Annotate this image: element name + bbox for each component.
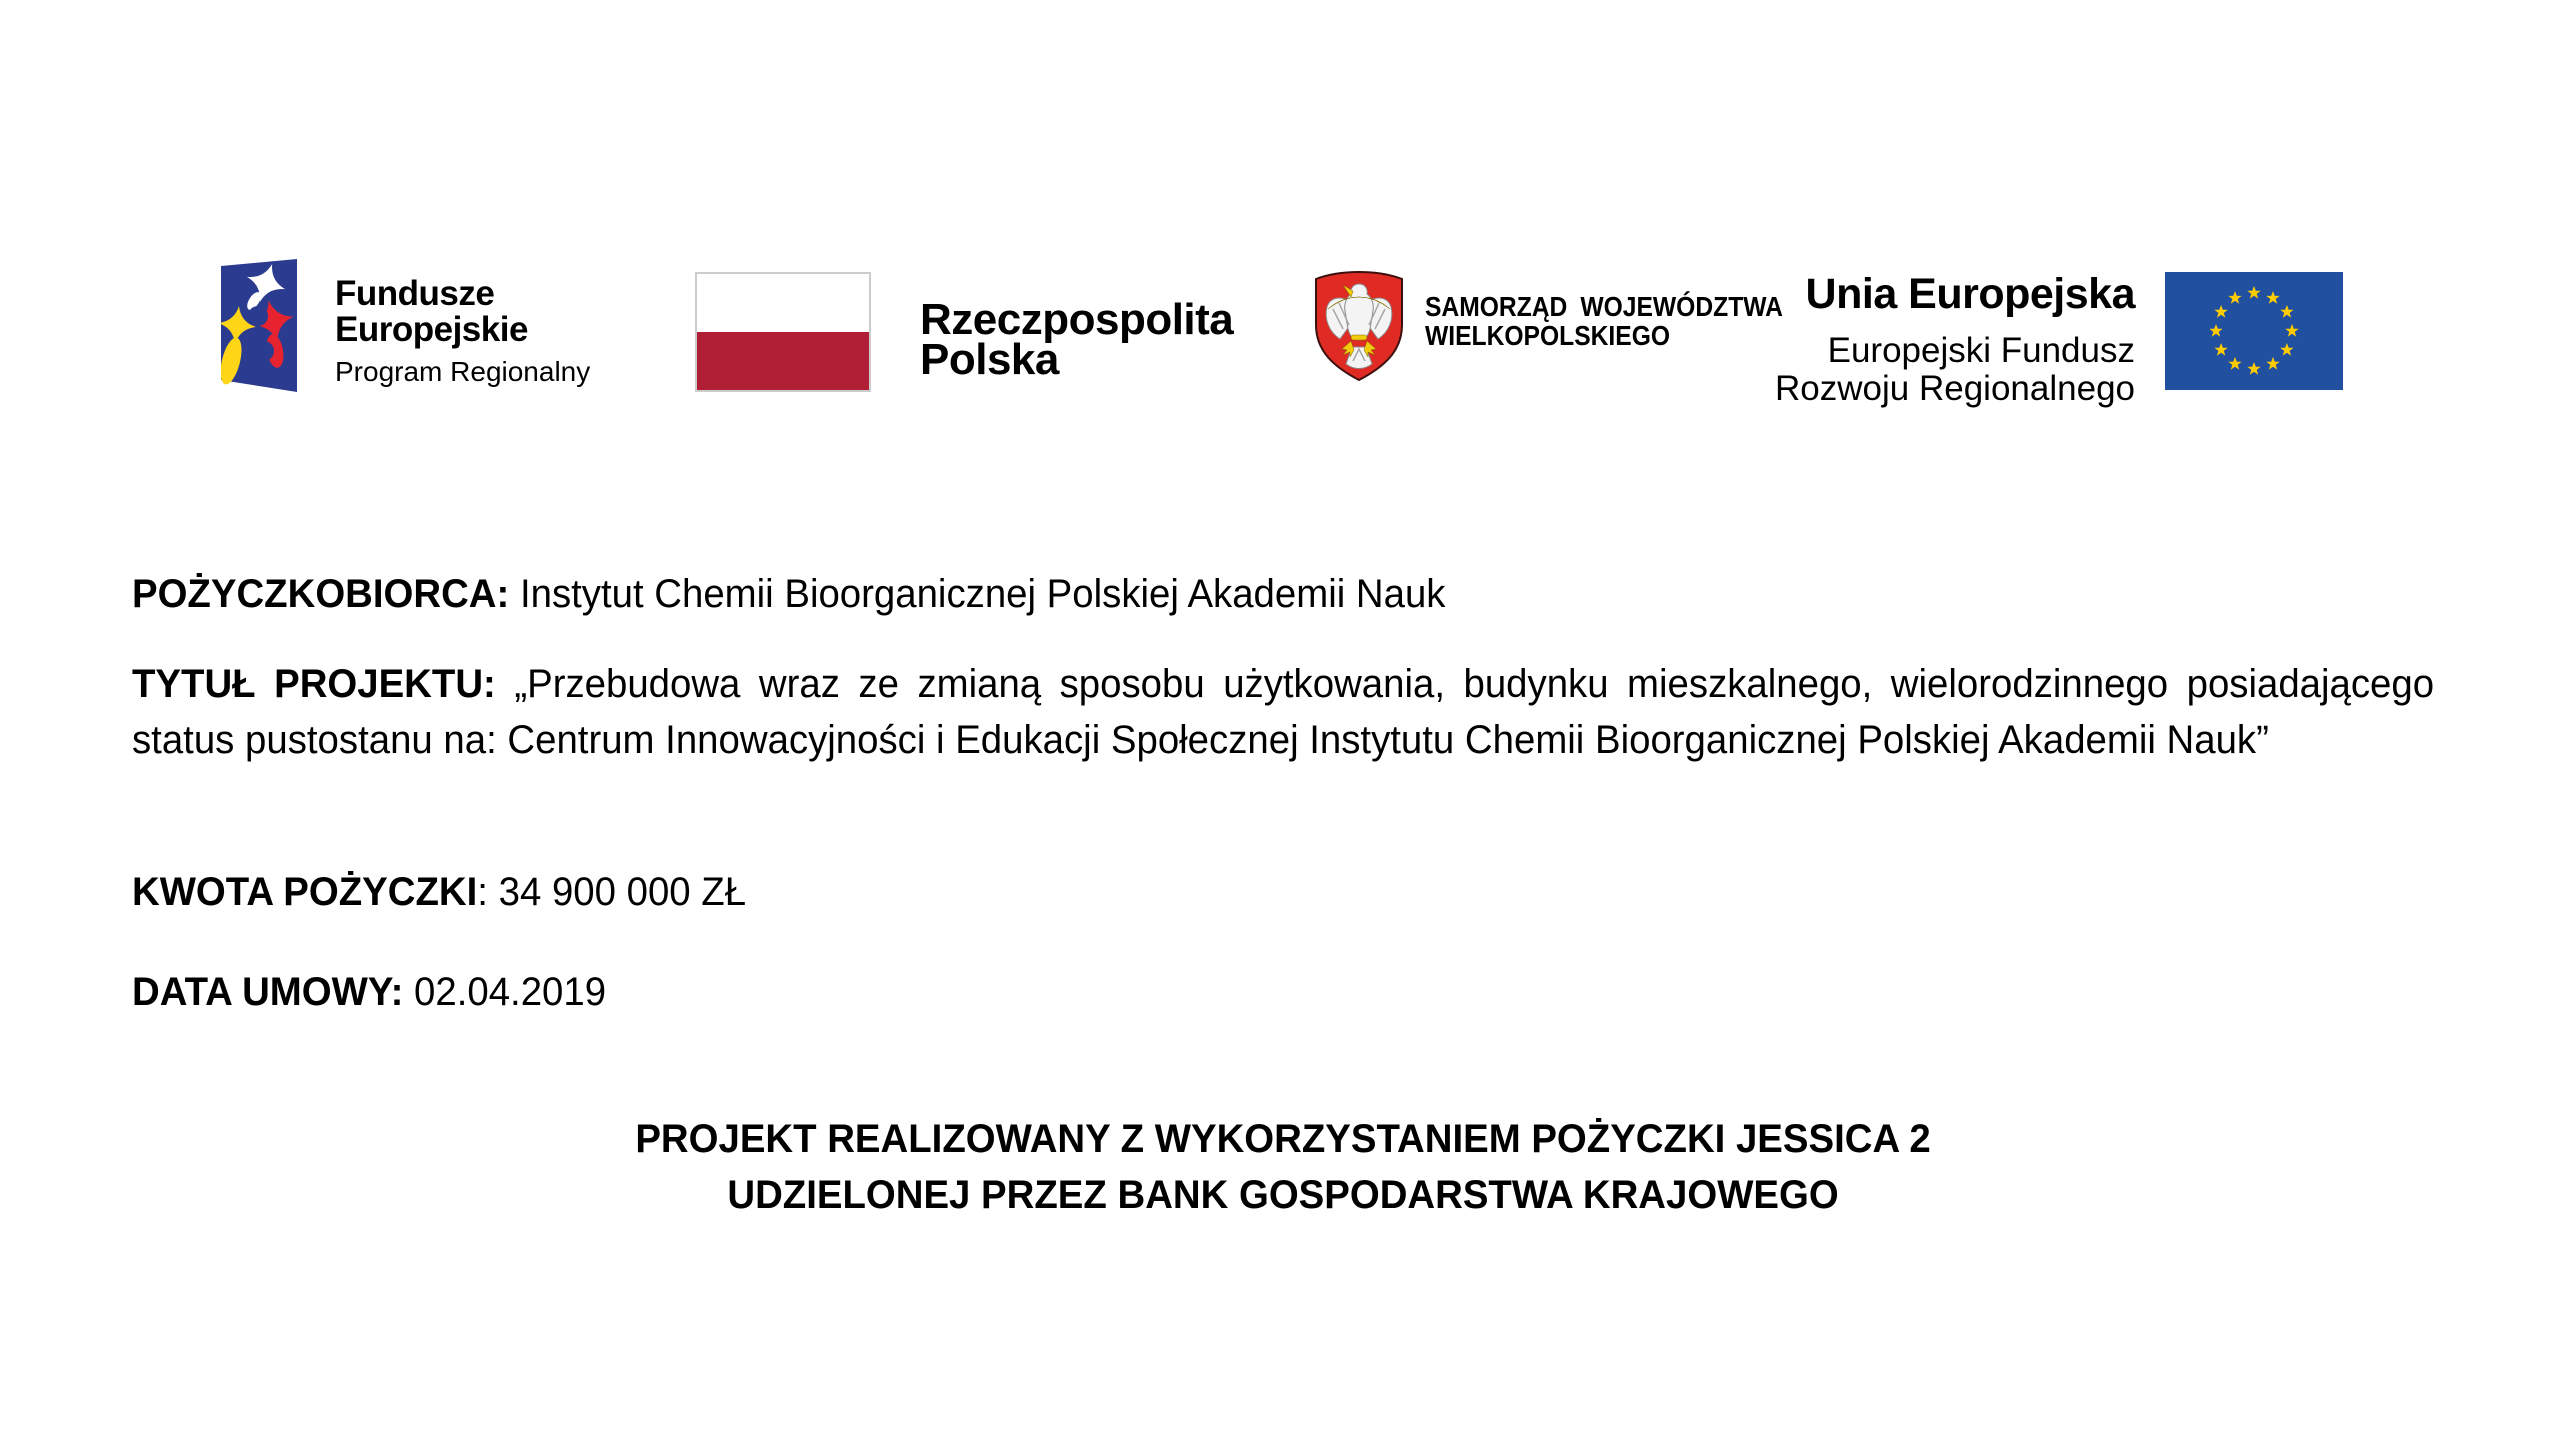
wielkopolska-crest-icon (1313, 269, 1405, 383)
eu-title: Unia Europejska (1805, 270, 2135, 318)
fe-title-line2: Europejskie (335, 310, 528, 349)
project-value: „Przebudowa wraz ze zmianą sposobu użytkowania, budynku mieszkalnego, wielorodzinnego posiadającego status pustostanu na: Centrum Innowacyjności i Edukacji Społecznej Instytutu Chemii Bioorganicznej Polskiej Akademii Nauk” (132, 662, 2435, 762)
poland-line1: Rzeczpospolita (920, 295, 1234, 344)
loan-amount-label: KWOTA POŻYCZKI (132, 870, 478, 914)
eu-wordmark (1775, 270, 2135, 408)
footer-statement (132, 1111, 2434, 1223)
borrower-value: Instytut Chemii Bioorganicznej Polskiej Akademii Nauk (519, 572, 1446, 616)
fundusze-europejskie-flag-icon (221, 259, 297, 392)
loan-amount-value: : 34 900 000 ZŁ (477, 870, 747, 914)
poland-flag-white-stripe (696, 273, 870, 332)
wielkopolska-crest (1313, 269, 1405, 388)
agreement-date-value: 02.04.2019 (414, 970, 607, 1014)
poland-wordmark (920, 295, 1234, 384)
fundusze-europejskie-wordmark (335, 276, 590, 388)
wielkopolska-wordmark (1425, 292, 1783, 350)
poland-flag-icon (695, 272, 871, 392)
fe-subtitle: Program Regionalny (335, 356, 591, 387)
footer-line2: UDZIELONEJ PRZEZ BANK GOSPODARSTWA KRAJOWEGO (727, 1173, 1839, 1217)
eu-flag (2165, 272, 2343, 395)
project-title-paragraph (132, 656, 2434, 768)
eu-line2: Europejski Fundusz (1827, 331, 2135, 370)
eu-flag-icon (2165, 272, 2343, 390)
footer-line1: PROJEKT REALIZOWANY Z WYKORZYSTANIEM POŻYCZKI JESSICA 2 (635, 1117, 1931, 1161)
borrower-label: POŻYCZKOBIORCA: (132, 572, 510, 616)
project-label: TYTUŁ PROJEKTU: (132, 662, 496, 706)
eu-line3: Rozwoju Regionalnego (1775, 369, 2135, 408)
poland-line2: Polska (920, 335, 1059, 384)
agreement-date-line (132, 964, 2434, 1020)
logo-bar (0, 0, 2560, 440)
logo-fundusze-europejskie (221, 259, 297, 397)
fe-title-line1: Fundusze (335, 274, 495, 313)
poland-flag (695, 272, 871, 397)
loan-amount-line (132, 864, 2434, 920)
agreement-date-label: DATA UMOWY: (132, 970, 404, 1014)
wielkopolska-line1: SAMORZĄD WOJEWÓDZTWA (1425, 291, 1783, 322)
borrower-line (132, 566, 2434, 622)
poland-flag-red-stripe (696, 332, 870, 391)
wielkopolska-line2: WIELKOPOLSKIEGO (1425, 320, 1671, 351)
